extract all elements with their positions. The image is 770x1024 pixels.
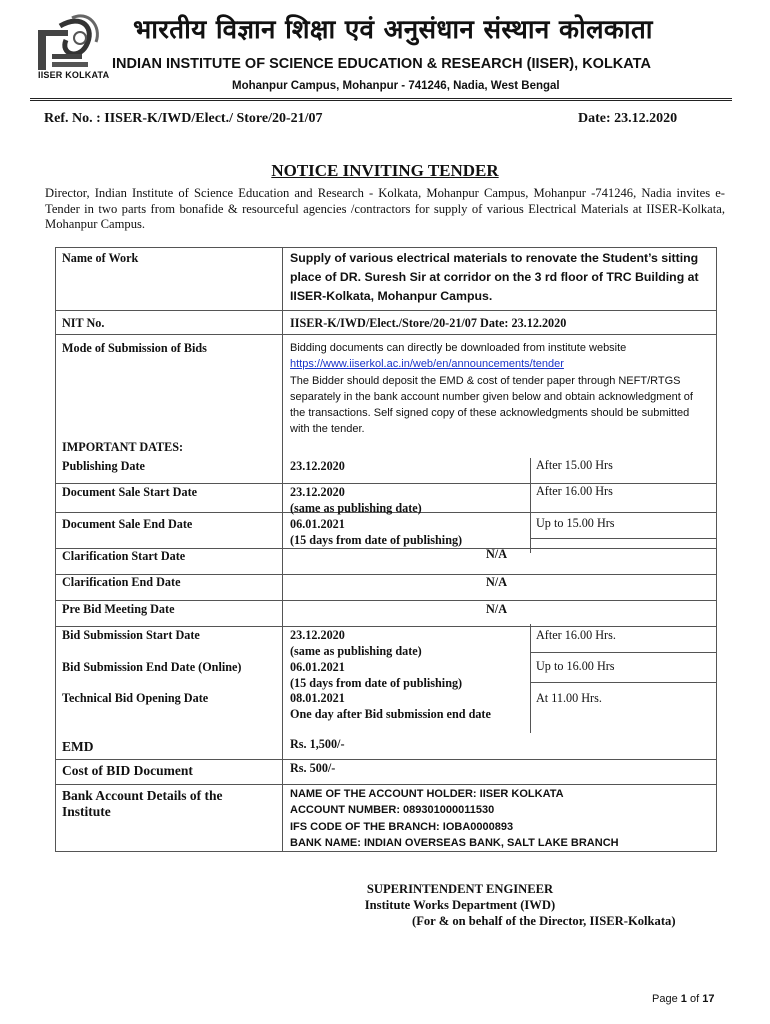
row-divider — [56, 310, 716, 311]
publishing-date-value: 23.12.2020 — [290, 459, 345, 473]
row-divider — [56, 784, 716, 785]
bid-start-date: 23.12.2020 — [290, 628, 345, 642]
notice-date: Date: 23.12.2020 — [578, 111, 678, 126]
cost-label: Cost of BID Document — [62, 763, 193, 778]
row-divider — [56, 600, 716, 601]
doc-sale-end-value — [290, 517, 530, 548]
emd-value: Rs. 1,500/- — [290, 737, 345, 751]
tech-bid-value — [290, 691, 514, 722]
bank-details — [290, 786, 710, 851]
mode-line-1: Bidding documents can directly be downloaded from institute website — [290, 342, 627, 354]
bid-start-time: After 16.00 Hrs. — [536, 628, 616, 642]
signature-behalf: (For & on behalf of the Director, IISER-Kolkata) — [412, 914, 676, 928]
publishing-date-label: Publishing Date — [62, 459, 145, 473]
doc-sale-end-note: (15 days from date of publishing) — [290, 532, 463, 547]
page-prefix: Page — [652, 993, 678, 1005]
bank-ifs-code: IFS CODE OF THE BRANCH: IOBA0000893 — [290, 820, 514, 833]
bid-end-note: (15 days from date of publishing) — [290, 675, 463, 690]
tech-bid-time: At 11.00 Hrs. — [536, 691, 602, 705]
column-divider-time-2 — [530, 624, 531, 733]
bank-account-holder: NAME OF THE ACCOUNT HOLDER: IISER KOLKATA — [290, 788, 564, 800]
page-current: 1 — [680, 993, 687, 1005]
emd-label: EMD — [62, 739, 94, 754]
bank-name: BANK NAME: INDIAN OVERSEAS BANK, SALT LAKE BRANCH — [290, 836, 619, 849]
doc-sale-start-note: (same as publishing date) — [290, 500, 422, 515]
doc-sale-end-time: Up to 15.00 Hrs — [536, 516, 615, 530]
institute-address: Mohanpur Campus, Mohanpur - 741246, Nadia, West Bengal — [232, 80, 560, 92]
bank-account-number: ACCOUNT NUMBER: 089301000011530 — [290, 804, 495, 817]
clarification-end-label: Clarification End Date — [62, 575, 181, 589]
row-divider — [56, 759, 716, 760]
doc-sale-start-label: Document Sale Start Date — [62, 485, 198, 499]
doc-sale-end-label: Document Sale End Date — [62, 517, 193, 531]
bid-end-value — [290, 660, 530, 691]
logo-caption: IISER KOLKATA — [38, 70, 110, 80]
mode-label: Mode of Submission of Bids — [62, 341, 207, 355]
bid-start-note: (same as publishing date) — [290, 643, 422, 658]
signature-department: Institute Works Department (IWD) — [364, 898, 556, 912]
row-divider — [530, 682, 716, 683]
bid-start-value — [290, 628, 526, 659]
cost-value: Rs. 500/- — [290, 761, 336, 775]
row-divider — [530, 538, 716, 539]
bid-end-date: 06.01.2021 — [290, 660, 345, 674]
reference-number: Ref. No. : IISER-K/IWD/Elect./ Store/20-21/07 — [44, 111, 323, 126]
row-divider — [56, 626, 716, 627]
bank-label: Bank Account Details of the Institute — [62, 788, 223, 819]
header-divider-2 — [30, 100, 732, 101]
doc-sale-start-date: 23.12.2020 — [290, 485, 345, 499]
tech-bid-note: One day after Bid submission end date — [290, 706, 491, 721]
tech-bid-label: Technical Bid Opening Date — [62, 691, 209, 705]
signature-title: SUPERINTENDENT ENGINEER — [366, 882, 554, 896]
row-divider — [530, 652, 716, 653]
doc-sale-end-date: 06.01.2021 — [290, 517, 345, 531]
nit-value: IISER-K/IWD/Elect./Store/20-21/07 Date: 23.12.2020 — [290, 316, 567, 330]
header-divider — [30, 98, 732, 99]
mode-line-2: The Bidder should deposit the EMD & cost of tender paper through NEFT/RTGS separately in the bank account number given below and obtain acknowledgment of the transactions. Self signed copy of these acknowledgments should be submitted with the tender. — [290, 374, 693, 436]
page-total: 17 — [702, 993, 715, 1005]
nit-label: NIT No. — [62, 316, 105, 330]
doc-sale-start-value — [290, 485, 526, 516]
hindi-title: भारतीय विज्ञान शिक्षा एवं अनुसंधान संस्थान कोलकाता — [133, 15, 653, 45]
name-of-work-value: Supply of various electrical materials to renovate the Student’s sitting place of DR. Suresh Sir at corridor on the 3 rd floor of TRC Building at IISER-Kolkata, Mohanpur Campus. — [290, 251, 699, 303]
tech-bid-date: 08.01.2021 — [290, 691, 345, 705]
column-divider — [282, 248, 283, 851]
row-divider — [56, 334, 716, 335]
name-of-work-label: Name of Work — [62, 251, 139, 265]
publishing-time: After 15.00 Hrs — [536, 458, 613, 472]
tender-table — [55, 247, 717, 852]
pre-bid-label: Pre Bid Meeting Date — [62, 602, 175, 616]
page-number — [652, 993, 714, 1005]
mode-value — [290, 340, 702, 438]
clarification-start-value: N/A — [486, 547, 507, 561]
doc-sale-start-time: After 16.00 Hrs — [536, 484, 613, 498]
page-of: of — [689, 993, 700, 1005]
page-title: NOTICE INVITING TENDER — [271, 161, 499, 180]
pre-bid-value: N/A — [486, 602, 507, 616]
clarification-end-value: N/A — [486, 575, 507, 589]
bid-end-label: Bid Submission End Date (Online) — [62, 660, 242, 674]
clarification-start-label: Clarification Start Date — [62, 549, 186, 563]
important-dates-heading: IMPORTANT DATES: — [62, 440, 184, 454]
tender-link[interactable]: https://www.iiserkol.ac.in/web/en/announcements/tender — [290, 358, 564, 371]
row-divider — [56, 483, 716, 484]
institute-name: INDIAN INSTITUTE OF SCIENCE EDUCATION & RESEARCH (IISER), KOLKATA — [112, 56, 651, 72]
bid-start-label: Bid Submission Start Date — [62, 628, 200, 642]
intro-paragraph: Director, Indian Institute of Science Education and Research - Kolkata, Mohanpur Campus, Mohanpur -741246, Nadia invites e-Tender in two parts from bonafide & resourceful agencies /contractors for supply of various Electrical Materials at IISER-Kolkata, Mohanpur Campus. — [45, 186, 725, 231]
bid-end-time: Up to 16.00 Hrs — [536, 659, 615, 673]
